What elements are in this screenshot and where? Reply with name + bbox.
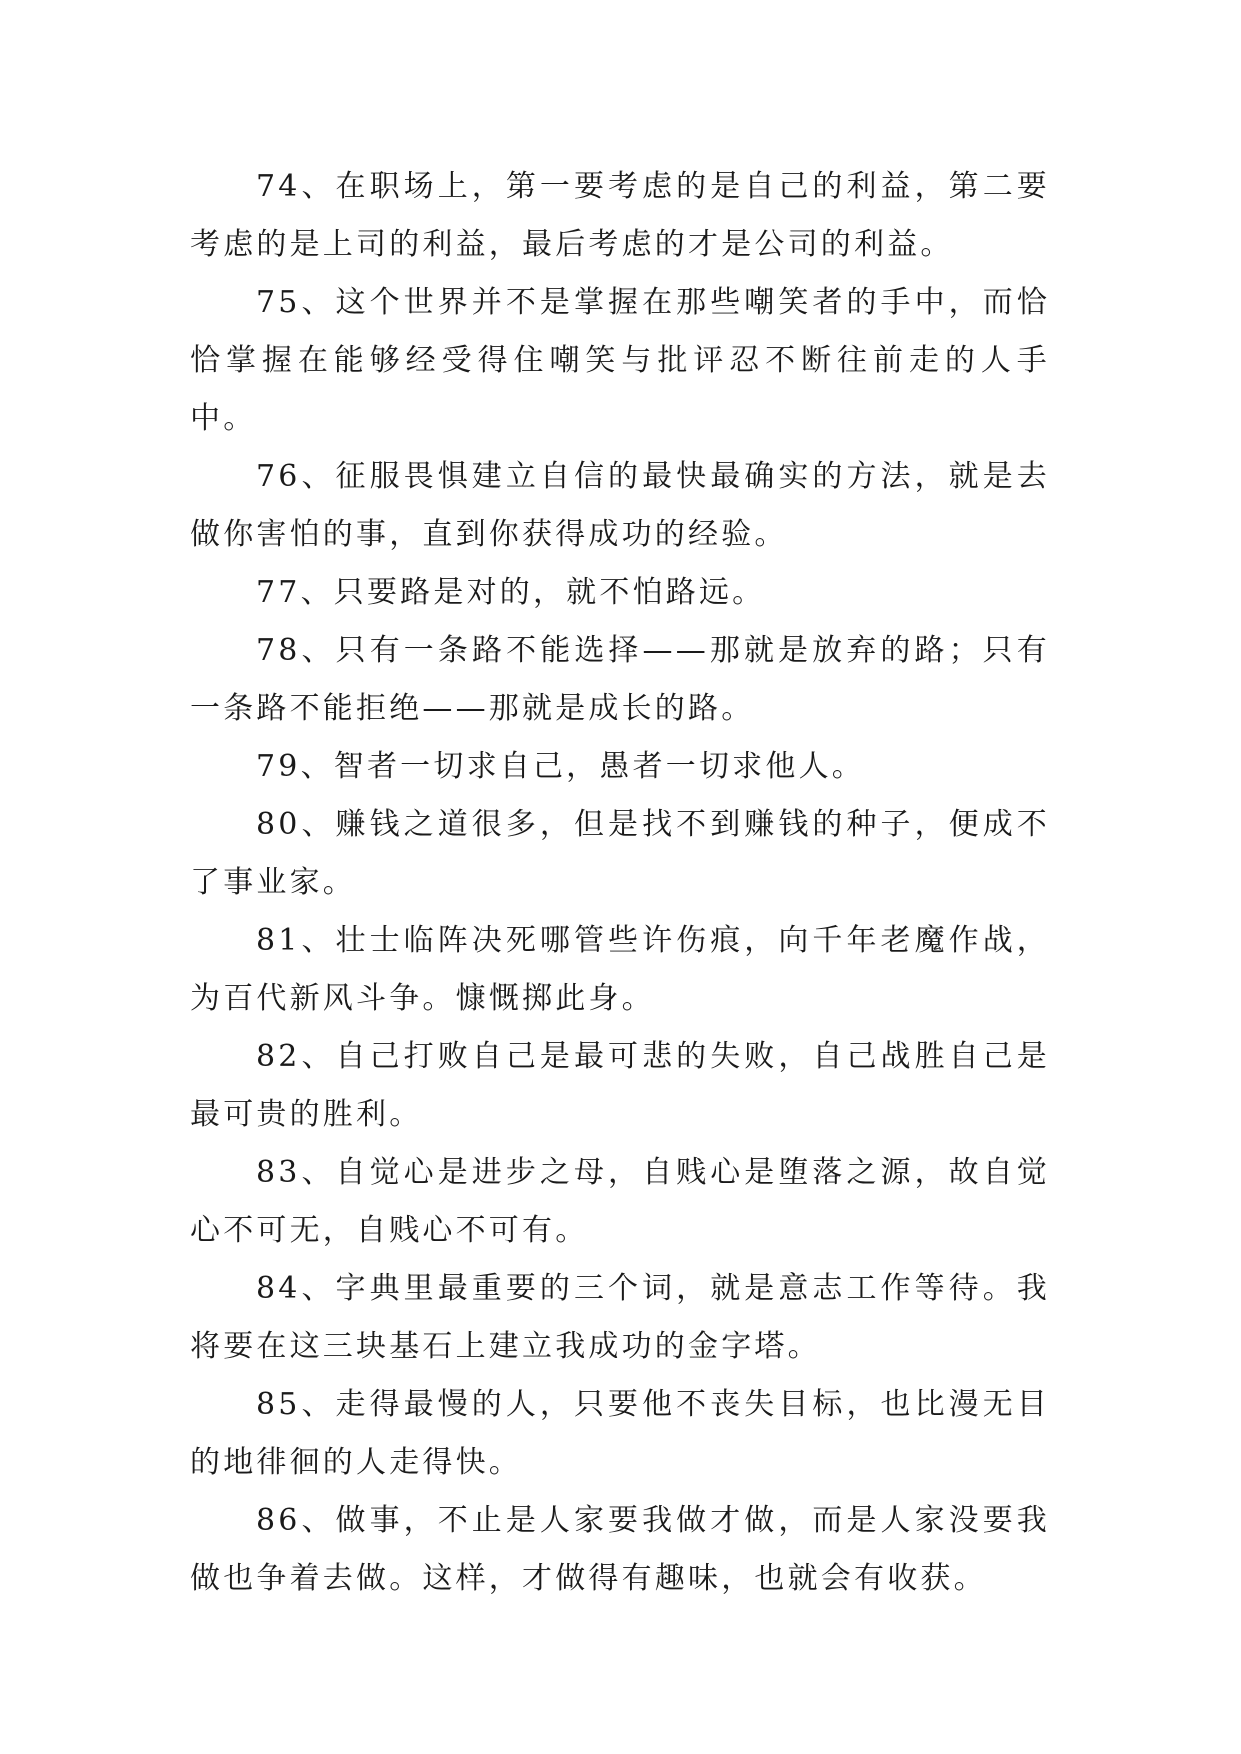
quote-paragraph-75: 75、这个世界并不是掌握在那些嘲笑者的手中，而恰恰掌握在能够经受得住嘲笑与批评忍不断往前走的人手中。 bbox=[190, 285, 1050, 436]
quote-paragraph-86: 86、做事，不止是人家要我做才做，而是人家没要我做也争着去做。这样，才做得有趣味，也就会有收获。 bbox=[190, 1503, 1050, 1596]
document-body bbox=[190, 158, 1050, 1608]
quote-paragraph-83: 83、自觉心是进步之母，自贱心是堕落之源，故自觉心不可无，自贱心不可有。 bbox=[190, 1155, 1050, 1248]
quote-paragraph-76: 76、征服畏惧建立自信的最快最确实的方法，就是去做你害怕的事，直到你获得成功的经验。 bbox=[190, 459, 1050, 552]
quote-paragraph-77: 77、只要路是对的，就不怕路远。 bbox=[256, 575, 766, 610]
quote-paragraph-79: 79、智者一切求自己，愚者一切求他人。 bbox=[256, 749, 865, 784]
quote-paragraph-85: 85、走得最慢的人，只要他不丧失目标，也比漫无目的地徘徊的人走得快。 bbox=[190, 1387, 1050, 1480]
quote-paragraph-80: 80、赚钱之道很多，但是找不到赚钱的种子，便成不了事业家。 bbox=[190, 807, 1050, 900]
quote-paragraph-74: 74、在职场上，第一要考虑的是自己的利益，第二要考虑的是上司的利益，最后考虑的才是公司的利益。 bbox=[190, 169, 1050, 262]
quote-paragraph-84: 84、字典里最重要的三个词，就是意志工作等待。我将要在这三块基石上建立我成功的金字塔。 bbox=[190, 1271, 1050, 1364]
quote-paragraph-81: 81、壮士临阵决死哪管些许伤痕，向千年老魔作战，为百代新风斗争。慷慨掷此身。 bbox=[190, 923, 1050, 1016]
quote-paragraph-78: 78、只有一条路不能选择——那就是放弃的路；只有一条路不能拒绝——那就是成长的路。 bbox=[190, 633, 1050, 726]
quote-paragraph-82: 82、自己打败自己是最可悲的失败，自己战胜自己是最可贵的胜利。 bbox=[190, 1039, 1050, 1132]
